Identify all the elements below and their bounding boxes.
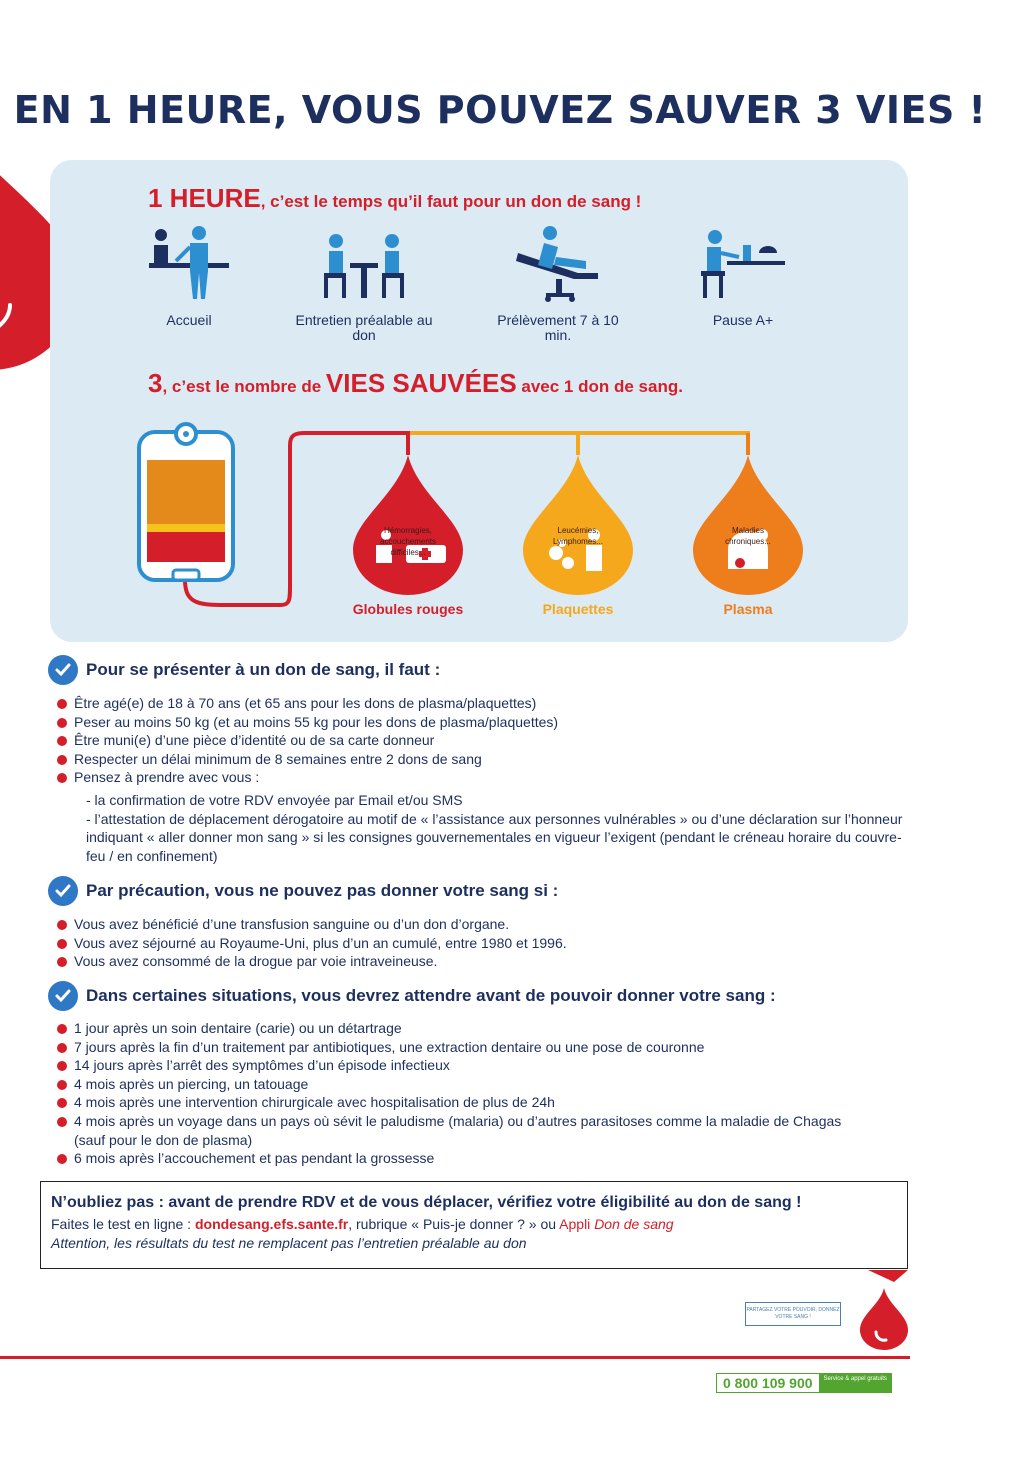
reminder-text: , rubrique « Puis-je donner ? » ou (348, 1216, 560, 1232)
share-badge: PARTAGEZ VOTRE POUVOIR, DONNEZ VOTRE SANG ! (745, 1302, 841, 1326)
section-waiting-heading (48, 981, 776, 1011)
drop-label: Plasma (723, 601, 773, 617)
lives-number: 3 (148, 368, 163, 398)
drop-label: Plaquettes (542, 601, 614, 617)
waiting-list (55, 1019, 855, 1168)
list-item: 1 jour après un soin dentaire (carie) ou un détartrage (55, 1019, 855, 1038)
interview-icon (314, 223, 414, 303)
blood-bag-icon (135, 420, 237, 590)
list-item: 7 jours après la fin d’un traitement par antibiotiques, une extraction dentaire ou une pose de couronne (55, 1038, 855, 1057)
reception-icon (144, 223, 234, 303)
step-collection (483, 223, 633, 343)
drop-label: Globules rouges (352, 601, 464, 617)
requirements-list (55, 694, 925, 787)
check-icon (48, 876, 78, 906)
sub-item: - l’attestation de déplacement dérogatoire au motif de « l’assistance aux personnes vulnérables » ou d’une déclaration sur l’honneur indiquant « aller donner mon sang » si les consignes gouvernementales en vigueur l’exigent (pendant le créneau horaire du couvre-feu / en confinement) (86, 810, 903, 864)
step-interview (289, 223, 439, 343)
check-icon (48, 981, 78, 1011)
step-break (668, 223, 818, 328)
list-item: 4 mois après un voyage dans un pays où sévit le paludisme (malaria) ou d’autres parasitoses comme la maladie de Chagas (sauf pour le don de plasma) (55, 1112, 855, 1149)
precaution-list (55, 915, 925, 971)
step-label: Accueil (166, 312, 212, 328)
footer-divider (0, 1356, 910, 1359)
section-precaution-heading (48, 876, 558, 906)
hour-headline (148, 183, 641, 214)
lives-text-a: , c’est le nombre de (162, 377, 326, 396)
section-title: Par précaution, vous ne pouvez pas donner votre sang si : (86, 881, 559, 900)
collection-chair-icon (508, 223, 608, 303)
drop-description: Maladies chroniques... (725, 526, 771, 546)
section-title: Dans certaines situations, vous devrez attendre avant de pouvoir donner votre sang : (86, 986, 776, 1005)
phone-number[interactable]: 0 800 109 900 (716, 1373, 820, 1393)
lives-headline (148, 368, 683, 399)
drop-description: Leucémies, Lymphomes... (553, 526, 603, 546)
list-item: 6 mois après l’accouchement et pas pendant la grossesse (55, 1149, 855, 1168)
check-icon (48, 655, 78, 685)
website-link[interactable]: dondesang.efs.sante.fr (194, 1216, 349, 1232)
snack-break-icon (693, 223, 793, 303)
hour-highlight: 1 HEURE (148, 183, 261, 213)
list-item: Être muni(e) d’une pièce d’identité ou de sa carte donneur (55, 731, 925, 750)
lives-highlight: VIES SAUVÉES (325, 368, 517, 398)
section-requirements-heading (48, 655, 440, 685)
list-item: Vous avez consommé de la drogue par voie intraveineuse. (55, 952, 925, 971)
drop-platelets (518, 455, 638, 617)
reminder-title: N’oubliez pas : avant de prendre RDV et de vous déplacer, vérifiez votre éligibilité au don de sang ! (51, 1194, 802, 1211)
list-item: 4 mois après un piercing, un tatouage (55, 1075, 855, 1094)
list-item: 4 mois après une intervention chirurgicale avec hospitalisation de plus de 24h (55, 1093, 855, 1112)
drop-plasma (688, 455, 808, 617)
page-title: EN 1 HEURE, VOUS POUVEZ SAUVER 3 VIES ! (13, 88, 987, 132)
app-name[interactable]: Don de sang (594, 1216, 674, 1232)
app-link[interactable]: Appli (559, 1216, 595, 1232)
eligibility-reminder-box (40, 1181, 908, 1269)
step-reception (114, 223, 264, 328)
hour-text: , c’est le temps qu’il faut pour un don de sang ! (260, 192, 642, 211)
list-item: Être agé(e) de 18 à 70 ans (et 65 ans pour les dons de plasma/plaquettes) (55, 694, 925, 713)
list-item: Vous avez séjourné au Royaume-Uni, plus d’un an cumulé, entre 1980 et 1996. (55, 934, 925, 953)
list-item: Pensez à prendre avec vous : (55, 768, 925, 787)
step-label: Pause A+ (712, 312, 774, 328)
drop-description: Hémorragies, accouchements difficiles... (379, 526, 437, 557)
reminder-line (51, 1216, 897, 1232)
step-label: Entretien préalable au don (295, 312, 433, 343)
step-label: Prélèvement 7 à 10 min. (497, 312, 619, 343)
list-item: 14 jours après l’arrêt des symptômes d’un épisode infectieux (55, 1056, 855, 1075)
section-title: Pour se présenter à un don de sang, il faut : (86, 660, 441, 679)
drop-red-cells (348, 455, 468, 617)
reminder-text: Faites le test en ligne : (51, 1216, 195, 1232)
list-item: Vous avez bénéficié d’une transfusion sanguine ou d’un don d’organe. (55, 915, 925, 934)
list-item: Respecter un délai minimum de 8 semaines entre 2 dons de sang (55, 750, 925, 769)
free-call-badge: Service & appel gratuits (820, 1373, 892, 1393)
footer-blood-drop-icon (858, 1270, 910, 1350)
list-item: Peser au moins 50 kg (et au moins 55 kg pour les dons de plasma/plaquettes) (55, 713, 925, 732)
reminder-note: Attention, les résultats du test ne remplacent pas l’entretien préalable au don (51, 1235, 527, 1251)
lives-text-b: avec 1 don de sang. (516, 377, 683, 396)
phone-block (716, 1372, 892, 1394)
sub-item: - la confirmation de votre RDV envoyée par Email et/ou SMS (86, 792, 463, 808)
bring-with-you-list (86, 791, 906, 865)
